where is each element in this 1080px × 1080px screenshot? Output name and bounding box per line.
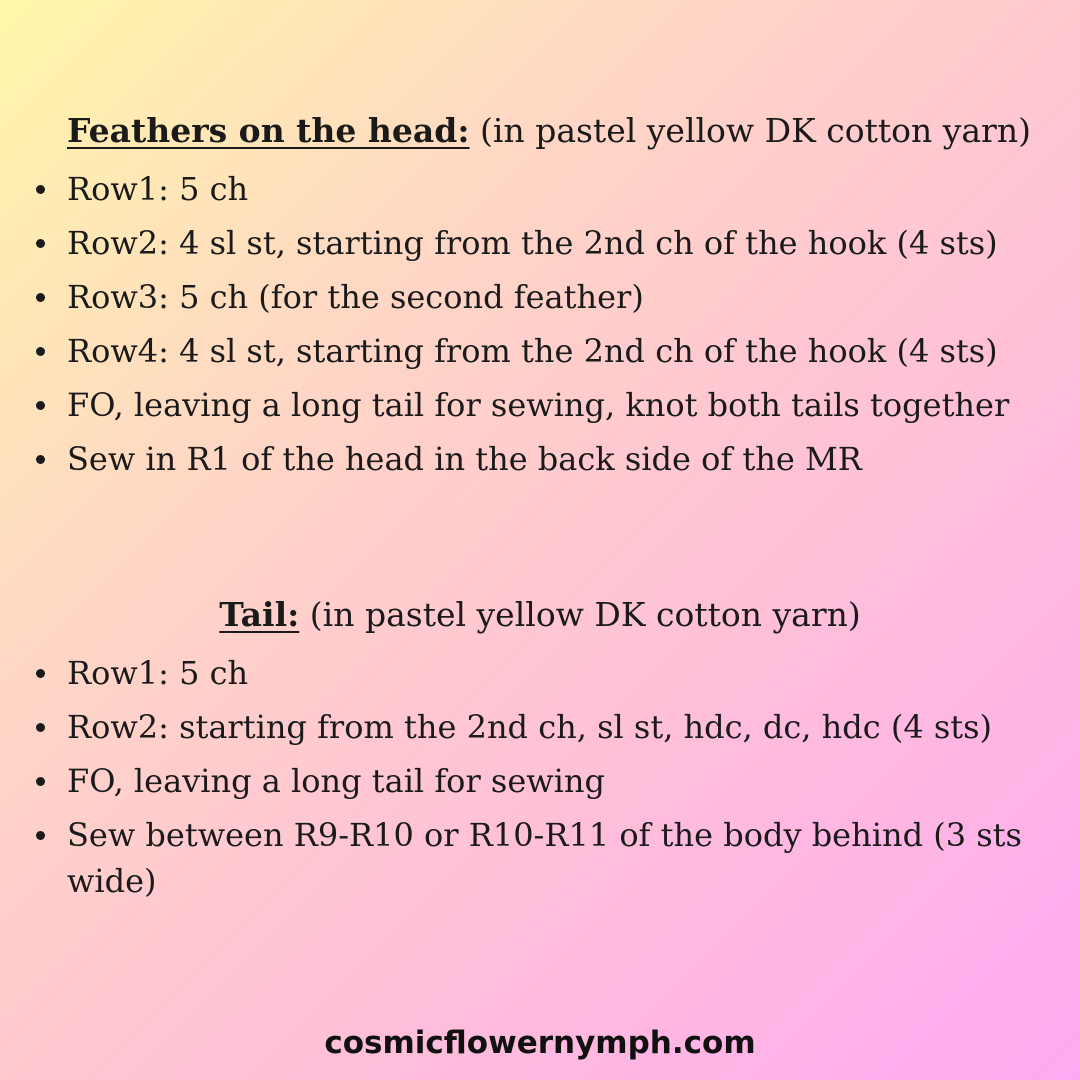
bullet-icon xyxy=(36,293,45,302)
feathers-title: Feathers on the head: xyxy=(67,111,470,150)
list-item xyxy=(0,324,1080,378)
list-item xyxy=(0,216,1080,270)
list-item xyxy=(0,378,1080,432)
step-text: Sew between R9-R10 or R10-R11 of the body behind (3 sts wide) xyxy=(67,816,1022,900)
list-item xyxy=(0,808,1080,908)
bullet-icon xyxy=(36,777,45,786)
bullet-icon xyxy=(36,723,45,732)
bullet-icon xyxy=(36,185,45,194)
tail-step-list xyxy=(0,646,1080,908)
bullet-icon xyxy=(36,239,45,248)
step-text: Row1: 5 ch xyxy=(67,654,249,692)
list-item xyxy=(0,700,1080,754)
website-footer[interactable]: cosmicflowernymph.com xyxy=(324,1025,756,1061)
bullet-icon xyxy=(36,669,45,678)
step-text: Row1: 5 ch xyxy=(67,170,249,208)
tail-title: Tail: xyxy=(219,595,300,634)
list-item xyxy=(0,270,1080,324)
feathers-heading xyxy=(0,108,1080,154)
step-text: Row4: 4 sl st, starting from the 2nd ch of the hook (4 sts) xyxy=(67,332,998,370)
bullet-icon xyxy=(36,401,45,410)
feathers-note: (in pastel yellow DK cotton yarn) xyxy=(480,111,1031,150)
step-text: Row3: 5 ch (for the second feather) xyxy=(67,278,644,316)
step-text: Row2: starting from the 2nd ch, sl st, hdc, dc, hdc (4 sts) xyxy=(67,708,993,746)
step-text: FO, leaving a long tail for sewing xyxy=(67,762,605,800)
bullet-icon xyxy=(36,831,45,840)
list-item xyxy=(0,432,1080,486)
feathers-section xyxy=(0,108,1080,486)
bullet-icon xyxy=(36,455,45,464)
tail-heading xyxy=(0,592,1080,638)
step-text: Sew in R1 of the head in the back side of the MR xyxy=(67,440,862,478)
bullet-icon xyxy=(36,347,45,356)
step-text: FO, leaving a long tail for sewing, knot both tails together xyxy=(67,386,1010,424)
list-item xyxy=(0,646,1080,700)
step-text: Row2: 4 sl st, starting from the 2nd ch of the hook (4 sts) xyxy=(67,224,998,262)
tail-note: (in pastel yellow DK cotton yarn) xyxy=(309,595,861,634)
list-item xyxy=(0,162,1080,216)
feathers-step-list xyxy=(0,162,1080,486)
list-item xyxy=(0,754,1080,808)
tail-section xyxy=(0,592,1080,908)
